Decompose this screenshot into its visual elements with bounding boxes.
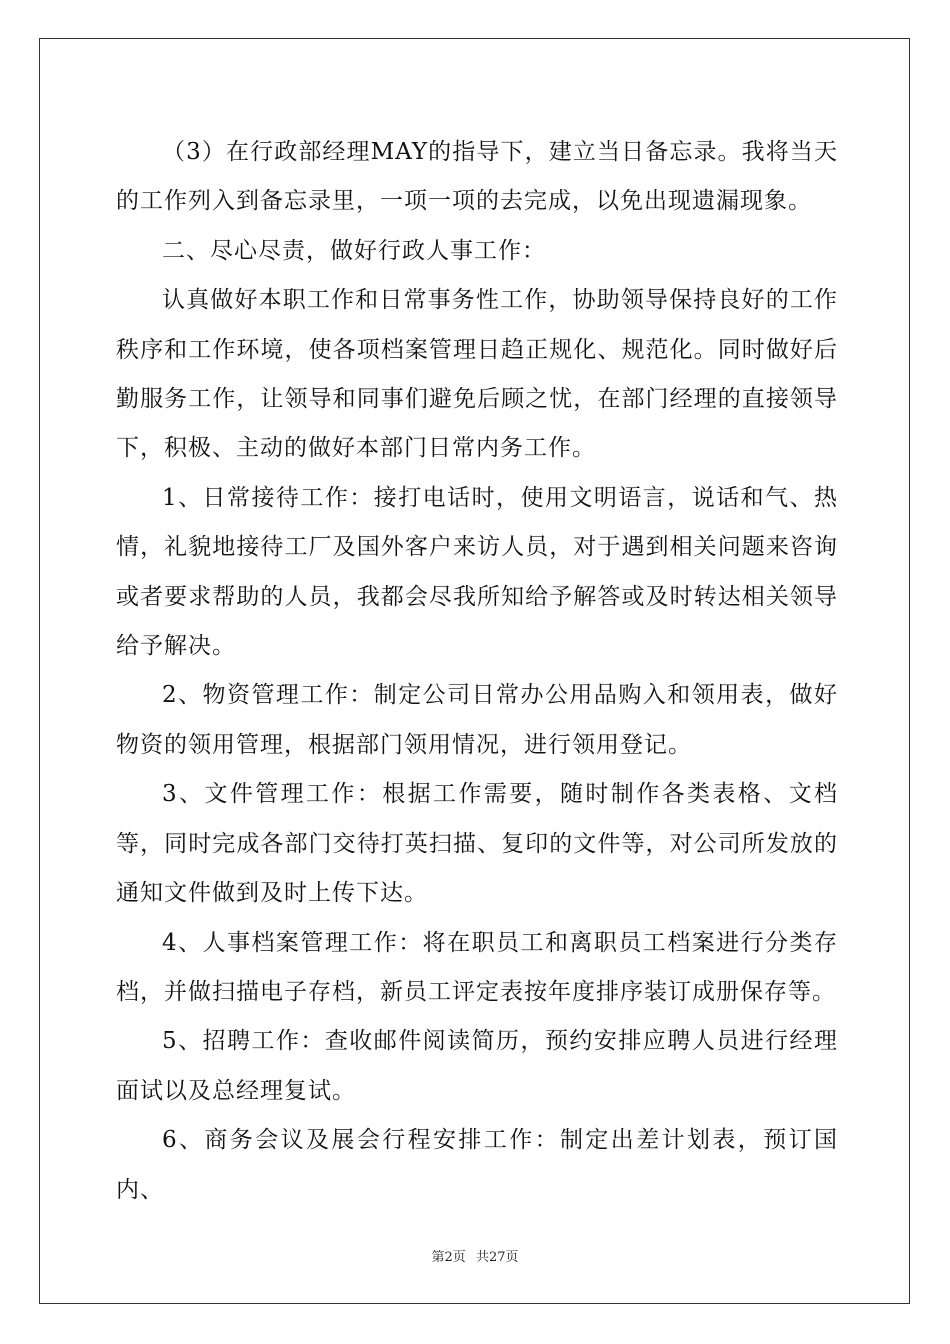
page-footer: [0, 1246, 950, 1265]
paragraph: （3）在行政部经理MAY的指导下，建立当日备忘录。我将当天的工作列入到备忘录里，一项一项的去完成，以免出现遗漏现象。: [116, 139, 838, 215]
list-item: 6、商务会议及展会行程安排工作：制定出差计划表，预订国内、: [116, 1127, 838, 1203]
list-item: 4、人事档案管理工作：将在职员工和离职员工档案进行分类存档，并做扫描电子存档，新员工评定表按年度排序装订成册保存等。: [116, 929, 838, 1005]
page-total: 共27页: [475, 1250, 519, 1265]
list-item: 3、文件管理工作：根据工作需要，随时制作各类表格、文档等，同时完成各部门交待打英扫描、复印的文件等，对公司所发放的通知文件做到及时上传下达。: [116, 781, 838, 907]
list-item: 1、日常接待工作：接打电话时，使用文明语言，说话和气、热情，礼貌地接待工厂及国外客户来访人员，对于遇到相关问题来咨询或者要求帮助的人员，我都会尽我所知给予解答或及时转达相关领导给予解决。: [116, 484, 838, 660]
document-body: [116, 128, 838, 1215]
section-heading: 二、尽心尽责，做好行政人事工作：: [162, 237, 546, 264]
list-item: 5、招聘工作：查收邮件阅读简历，预约安排应聘人员进行经理面试以及总经理复试。: [116, 1028, 838, 1104]
list-item: 2、物资管理工作：制定公司日常办公用品购入和领用表，做好物资的领用管理，根据部门领用情况，进行领用登记。: [116, 682, 838, 758]
paragraph: 认真做好本职工作和日常事务性工作，协助领导保持良好的工作秩序和工作环境，使各项档案管理日趋正规化、规范化。同时做好后勤服务工作，让领导和同事们避免后顾之忧，在部门经理的直接领导下，积极、主动的做好本部门日常内务工作。: [116, 287, 838, 462]
page-number: 第2页: [431, 1250, 466, 1265]
